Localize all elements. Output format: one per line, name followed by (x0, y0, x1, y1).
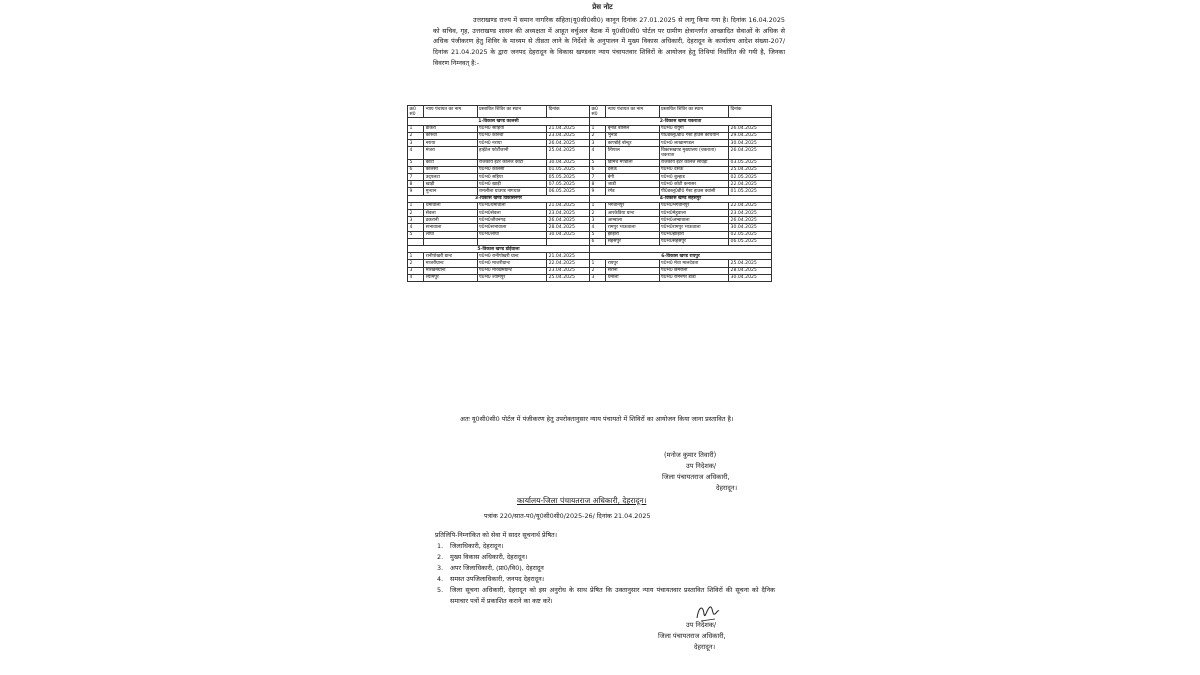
table-cell (424, 238, 477, 245)
table-cell: झाझरा (606, 231, 659, 238)
table-cell: 9 (589, 188, 605, 195)
table-cell: कालसी (424, 166, 477, 173)
table-cell: बेगी (606, 174, 659, 181)
table-cell: मुन्धान (424, 188, 477, 195)
table-cell: 8 (589, 181, 605, 188)
document-title: प्रेस नोट (592, 3, 613, 11)
table-cell: 02.05.2025 (729, 174, 772, 181)
table-cell: 05.05.2025 (547, 174, 590, 181)
table-cell: 25.04.2025 (547, 147, 590, 159)
table-cell: 22.04.2025 (729, 202, 772, 209)
table-cell: उद्पलटा (424, 174, 477, 181)
table-header-cell: दिनांक (547, 106, 590, 118)
table-cell: 3 (589, 140, 605, 147)
table-cell: राजकीय इंटर कालेज कोटी (477, 159, 547, 166)
table-cell: 4 (408, 147, 424, 159)
table-cell: 30.04.2025 (729, 140, 772, 147)
table-cell: 4 (408, 224, 424, 231)
signatory-designation: उप निदेशक/ (686, 462, 717, 470)
table-cell (547, 238, 590, 245)
intro-body: लागू किया गया है। दिनांक 16.04.2025 को सचिव, गृह, उत्तराखण्ड शासन की अध्यक्षता में आहूत वर्चुअल बैठक में यू0सी0सी0 पोर्टल पर ग्रामीण क्षेत्रान्तर्गत आच्छादित सेवाओं के अधिक से अधिक पंजीकरण हेतु शिविर के माध्यम से तीव्रता लाने के निर्देशो के अनुपालन में मुख्य विकास अधिकारी, देहरादून के कार्यालय आदेश संख्या-207/ दिनांक 21.04.2025 के द्वारा जनपद देहरादून के विकास खण्डवार न्याय पंचायतवार शिविरों के आयोजन हेतु तिथियां निर्धारित की गयी है, जिनका विवरण निम्नवत् है:- (433, 16, 785, 67)
table-cell: 30.04.2025 (729, 274, 772, 281)
table-cell: 25.04.2025 (547, 274, 590, 281)
copy-recipient-number: 3. (437, 564, 444, 572)
table-row (408, 174, 772, 181)
table-cell: 29.04.2025 (729, 132, 772, 139)
table-cell: 30.04.2025 (547, 159, 590, 166)
table-cell: प0भ0 खाड़ी (477, 181, 547, 188)
section-title-row (408, 118, 772, 125)
table-cell: रानीपोखरी ग्रान्ट (424, 253, 477, 260)
table-cell: 4 (408, 274, 424, 281)
table-cell: भुनाड (606, 132, 659, 139)
table-cell: हाईटेल फोर्टीजानी (477, 147, 547, 159)
table-cell: प0भ0 रानीपोखरी ग्रान्ट (477, 253, 547, 260)
table-header-cell: क्र0 सं0 (589, 106, 605, 118)
table-cell: प0भ0भगवानपुर (659, 202, 729, 209)
table-cell: पी0डब्लू0डी0 गेस्ट हाउस कथियान (659, 132, 729, 139)
table-cell: सहसपुर (606, 238, 659, 245)
section-title-row (408, 195, 772, 202)
table-row (408, 253, 772, 260)
copy-recipient-number: 1. (437, 542, 444, 550)
table-row (408, 159, 772, 166)
table-cell: प0भ0 बुल्हाड (659, 174, 729, 181)
table-cell: 5 (408, 159, 424, 166)
signature-block-1 (652, 450, 737, 494)
table-cell: 28.04.2025 (729, 267, 772, 274)
table-header-cell: प्रस्तावित शिविर का स्थान (659, 106, 729, 118)
table-cell: रामलीला ग्राउण्ड नागथात (477, 188, 547, 195)
table-cell: प0भ0सभावाला (477, 224, 547, 231)
table-cell: नराया (424, 140, 477, 147)
table-cell: 1 (589, 260, 605, 267)
closing-paragraph (420, 414, 772, 425)
table-row (408, 267, 772, 274)
table-cell: प0भ0 रामनगर डांडा (659, 274, 729, 281)
table-cell: 5-विकास खण्ड डोईवाला (408, 246, 590, 253)
table-cell: 01.05.2025 (547, 166, 590, 173)
table-cell: 01.05.2025 (729, 188, 772, 195)
table-cell: 23.04.2025 (547, 132, 590, 139)
table-cell: 30.04.2025 (729, 224, 772, 231)
table-cell: प0भ0 दसऊ (659, 166, 729, 173)
table-cell: 26.04.2025 (729, 125, 772, 132)
table-cell: 28.04.2025 (547, 224, 590, 231)
table-cell: 21.04.2025 (547, 202, 590, 209)
intro-paragraph (433, 15, 785, 69)
table-cell: 3 (408, 267, 424, 274)
table-cell: प0भ0धर्मावाला (477, 202, 547, 209)
table-header-row (408, 106, 772, 118)
table-cell: 7 (589, 174, 605, 181)
table-cell: प0भ0झाझरा (659, 231, 729, 238)
table-cell: कोटी (424, 159, 477, 166)
table-cell: 2 (408, 132, 424, 139)
table-cell: 7 (408, 174, 424, 181)
table-cell (477, 238, 547, 245)
table-cell: कोरुवा (424, 132, 477, 139)
table-row (408, 140, 772, 147)
table-cell: 1 (408, 202, 424, 209)
table-cell (408, 238, 424, 245)
copy-recipient-text: मुख्य विकास अधिकारी, देहरादून। (450, 553, 528, 561)
table-cell: 26.04.2025 (547, 217, 590, 224)
table-cell: प0भ0 श्यामपुर (477, 274, 547, 281)
table-cell: माजरीग्रान्ट (424, 260, 477, 267)
table-cell: आम्बाला (606, 217, 659, 224)
table-cell: श्यामपुर (424, 274, 477, 281)
table-cell: 6-विकास खण्ड रायपुर (589, 253, 771, 260)
table-cell: 3 (589, 274, 605, 281)
table-cell: प0भ0 मेधा मालदेवता (659, 260, 729, 267)
table-cell: प0भ0सहसपुर (659, 238, 729, 245)
table-cell: प0भ0सेवला (477, 210, 547, 217)
table-cell: धर्मावाला (424, 202, 477, 209)
table-cell: 26.04.2025 (729, 217, 772, 224)
table-cell: 5 (589, 159, 605, 166)
copy-recipient-text: अपर जिलाधिकारी, (प्रा0/वि0), देहरादून (450, 564, 544, 572)
table-cell: 2 (589, 267, 605, 274)
table-cell: 1 (589, 202, 605, 209)
copy-recipient-item (435, 552, 775, 563)
copy-recipient-text: जिला सूचना अधिकारी, देहरादून को इस अनुरोध के साथ प्रेषित कि उक्तानुसार न्याय पंचायतवार प्रस्तावित शिविरों की सूचना को दैनिक समाचार पत्रों में प्रकाशित कराने का कष्ट करें। (450, 586, 775, 605)
table-cell: धनोला (606, 274, 659, 281)
table-row (408, 132, 772, 139)
table-header-cell: क्र0 सं0 (408, 106, 424, 118)
table-cell: प0भ0 छमरोली (659, 267, 729, 274)
table-cell: 23.04.2025 (547, 267, 590, 274)
copy-recipient-text: जिलाधिकारी, देहरादून। (450, 542, 504, 550)
table-cell: राजकीय इंटर कालेज सावड़ा (659, 159, 729, 166)
table-cell: डाकरा (424, 125, 477, 132)
table-row (408, 202, 772, 209)
signatory-2-office: जिला पंचायतराज अधिकारी, (658, 632, 726, 640)
table-cell: प0भ0 कोटी कनासर (659, 181, 729, 188)
letter-reference: पत्रांक 220/सात-प0/यू0सी0सी0/2025-26/ दिनांक 21.04.2025 (484, 512, 651, 520)
table-cell: सेवला (424, 210, 477, 217)
signatory-2-place: देहरादून। (694, 643, 716, 651)
table-cell: लांघा (424, 231, 477, 238)
copy-recipient-item (435, 563, 775, 574)
table-cell: 1-विकास खण्ड कालसी (408, 118, 590, 125)
table-row (408, 188, 772, 195)
table-cell: मारखमग्रान्ट (424, 267, 477, 274)
table-cell: 1 (408, 125, 424, 132)
table-cell: प0भ0 लाखामण्डल (659, 140, 729, 147)
table-cell: 23.04.2025 (547, 210, 590, 217)
signatory-office: जिला पंचायतराज अधिकारी, (662, 473, 730, 481)
table-cell: 21.04.2025 (547, 253, 590, 260)
table-cell: जाडी (606, 181, 659, 188)
table-cell: प0भ0मेहूवाला (659, 210, 729, 217)
copy-recipient-number: 2. (437, 553, 444, 561)
table-cell: 6 (589, 238, 605, 245)
copy-recipient-number: 5. (437, 586, 444, 594)
copy-recipient-item (435, 541, 775, 552)
table-header-cell: प्रस्तावित शिविर का स्थान (477, 106, 547, 118)
table-row (408, 125, 772, 132)
copy-recipient-list (435, 541, 775, 607)
table-row (408, 217, 772, 224)
signatory-2-designation: उप निदेशक/ (686, 621, 717, 629)
table-cell: रायपुर (606, 260, 659, 267)
table-cell: 8 (408, 181, 424, 188)
table-cell: 2 (589, 132, 605, 139)
table-cell: 3-विकास खण्ड विकासनगर (408, 195, 590, 202)
table-row (408, 260, 772, 267)
table-cell: 30.04.2025 (547, 231, 590, 238)
table-cell: भगवानपुर (606, 202, 659, 209)
table-header-cell: न्याय पंचायत का नाम (424, 106, 477, 118)
table-cell: प0भ0 कालसी (477, 166, 547, 173)
table-cell (589, 246, 771, 253)
table-cell: 03.05.2025 (729, 159, 772, 166)
table-cell: दसऊ (606, 166, 659, 173)
table-cell: 07.05.2025 (547, 181, 590, 188)
table-cell: 6 (408, 166, 424, 173)
table-cell: 1 (589, 125, 605, 132)
table-cell: प0भ0 माजरीग्रान्ट (477, 260, 547, 267)
table-cell: 3 (408, 140, 424, 147)
table-cell: प0भ0 नराया (477, 140, 547, 147)
table-cell: 2 (589, 210, 605, 217)
table-header-cell: न्याय पंचायत का नाम (606, 106, 659, 118)
table-cell: 2-विकास खण्ड चकराता (589, 118, 771, 125)
table-row (408, 210, 772, 217)
table-cell: बृनाड बासिल (606, 125, 659, 132)
table-cell: 2 (408, 210, 424, 217)
table-cell: 02.05.2025 (729, 231, 772, 238)
table-cell: त्यिपाल (606, 147, 659, 159)
closing-lead: अतः यू0सी0सी0 पोर्टल में पंजीकरण हेतु उपरोक्तानुसार न्याय पंचायतो में शिविरों का (460, 415, 654, 423)
table-row (408, 224, 772, 231)
table-cell: प0भ0 मारखमग्रान्ट (477, 267, 547, 274)
table-cell: 5 (408, 231, 424, 238)
table-row (408, 166, 772, 173)
table-row (408, 147, 772, 159)
table-cell: खाड़ी (424, 181, 477, 188)
table-cell: 22.04.2025 (729, 181, 772, 188)
table-cell: पी0डब्लू0डी0 गेस्ट हाउस क्वांसी (659, 188, 729, 195)
table-cell: 3 (408, 217, 424, 224)
copy-recipient-item (435, 574, 775, 585)
table-cell: 6 (589, 166, 605, 173)
table-cell: प0भ0 सहिया (477, 174, 547, 181)
table-cell: 21.04.2025 (547, 125, 590, 132)
table-cell: 22.04.2025 (547, 260, 590, 267)
table-cell: 26.04.2025 (547, 140, 590, 147)
table-cell: प0भ0 साहिया (477, 125, 547, 132)
table-cell: 26.04.2025 (729, 147, 772, 159)
table-cell: 06.05.2025 (547, 188, 590, 195)
table-cell: सभावाला (424, 224, 477, 231)
table-cell: काण्डोई बोन्दुर (606, 140, 659, 147)
table-cell: 9 (408, 188, 424, 195)
table-cell: सरोना (606, 267, 659, 274)
table-row (408, 274, 772, 281)
press-note-document (409, 0, 785, 675)
signatory-name: (मनोज कुमार तिवारी) (664, 451, 717, 459)
intro-lead: उत्तराखण्ड राज्य में समान नागरिक संहिता(यू0सी0सी0) कानून दिनांक 27.01.2025 से (473, 16, 683, 24)
table-cell: 4-विकास खण्ड सहसपुर (589, 195, 771, 202)
table-cell: रामपुर भाऊवाला (606, 224, 659, 231)
table-cell: प0भ0जीवनगढ़ (477, 217, 547, 224)
table-cell: प0भ0 कोरुवा (477, 132, 547, 139)
table-cell: डिमिच मण्डोली (606, 159, 659, 166)
table-cell: 4 (589, 147, 605, 159)
copy-recipient-text: समस्त उपजिलाधिकारी, जनपद देहरादून। (450, 575, 545, 583)
signatory-place: देहरादून। (716, 484, 738, 492)
signature-block-2 (658, 620, 726, 653)
table-cell: 2 (408, 260, 424, 267)
table-cell: प0भ0अम्बावाला (659, 217, 729, 224)
table-cell: 23.04.2025 (729, 210, 772, 217)
table-cell: मंजरा (424, 147, 477, 159)
office-heading: कार्यालय-जिला पंचायतराज अधिकारी, देहरादून। (517, 496, 647, 505)
table-header-cell: दिनांक (729, 106, 772, 118)
table-cell: 25.04.2025 (729, 166, 772, 173)
table-cell: 25.04.2025 (729, 260, 772, 267)
camp-schedule-table (407, 105, 772, 282)
table-cell: 4 (589, 224, 605, 231)
table-cell: प0भ0लांघा (477, 231, 547, 238)
table-cell: ढकरानी (424, 217, 477, 224)
closing-body: आयोजन किया जाना प्रस्तावित है। (655, 415, 734, 423)
copy-intro: प्रतिलिपि-निम्नांकित को सेवा में सादर सूचनार्थ प्रेषित। (435, 531, 558, 539)
table-row (408, 238, 772, 245)
table-cell: आरकेडिया ग्रान्ट (606, 210, 659, 217)
table-cell: 1 (408, 253, 424, 260)
copy-recipient-number: 4. (437, 575, 444, 583)
table-row (408, 231, 772, 238)
table-row (408, 181, 772, 188)
copy-recipient-item (435, 585, 775, 607)
section-title-row (408, 246, 772, 253)
table-cell: रंगेड (606, 188, 659, 195)
table-cell: 06.05.2025 (729, 238, 772, 245)
table-cell: विकासखण्ड मुख्यालय (चकराता) चकराता (659, 147, 729, 159)
table-cell: 5 (589, 231, 605, 238)
table-cell: 3 (589, 217, 605, 224)
table-cell: प0भ0रामपुर भाऊवाला (659, 224, 729, 231)
table-cell: प0भ0 रायुगी (659, 125, 729, 132)
